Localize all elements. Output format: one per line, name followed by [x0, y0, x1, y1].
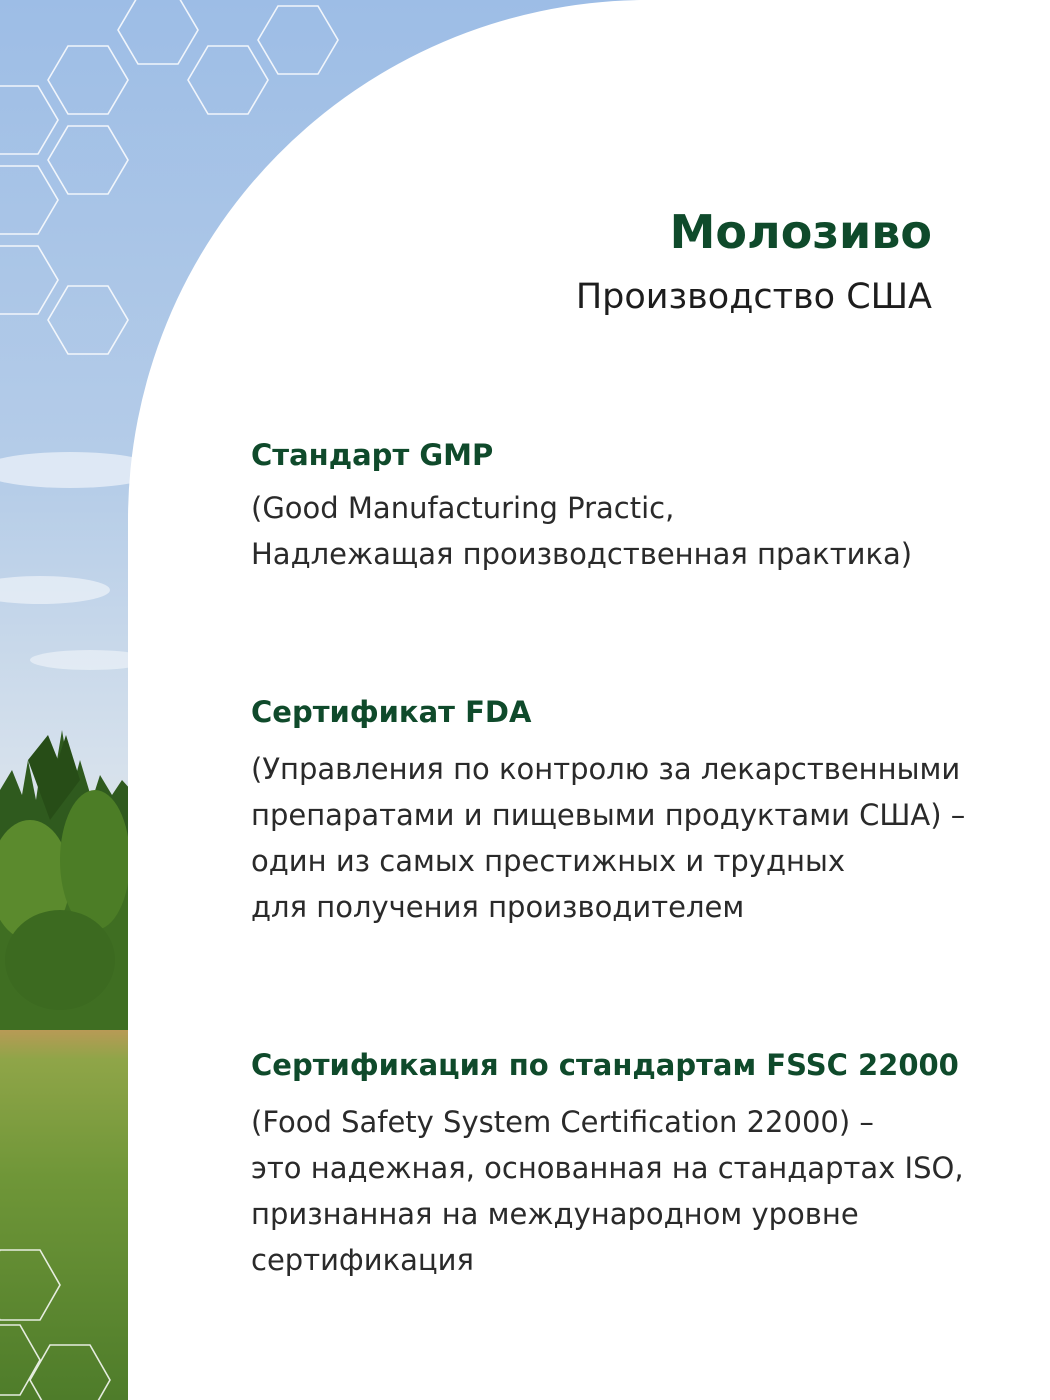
- fda-line: для получения производителем: [251, 890, 745, 924]
- gmp-heading: Стандарт GMP: [251, 438, 494, 472]
- fssc-heading: Сертификация по стандартам FSSC 22000: [251, 1048, 959, 1082]
- fda-line: один из самых престижных и трудных: [251, 844, 846, 878]
- fssc-line: это надежная, основанная на стандартах ISO,: [251, 1151, 964, 1185]
- fda-heading: Сертификат FDA: [251, 695, 532, 729]
- fssc-description: [251, 1099, 1031, 1283]
- fssc-line: (Food Safety System Certification 22000) –: [251, 1105, 874, 1139]
- fda-line: (Управления по контролю за лекарственными: [251, 752, 961, 786]
- fda-section: [251, 692, 1031, 930]
- fssc-section: [251, 1045, 1031, 1283]
- fssc-line: сертификация: [251, 1243, 474, 1277]
- gmp-line: Надлежащая производственная практика): [251, 537, 913, 571]
- product-title: Молозиво: [669, 205, 932, 259]
- fda-description: [251, 746, 1031, 930]
- gmp-section: [251, 435, 1031, 577]
- gmp-line: (Good Manufacturing Practic,: [251, 491, 675, 525]
- fda-line: препаратами и пищевыми продуктами США) –: [251, 798, 966, 832]
- gmp-description: [251, 485, 1031, 577]
- product-subtitle: Производство США: [575, 277, 932, 317]
- fssc-line: признанная на международном уровне: [251, 1197, 859, 1231]
